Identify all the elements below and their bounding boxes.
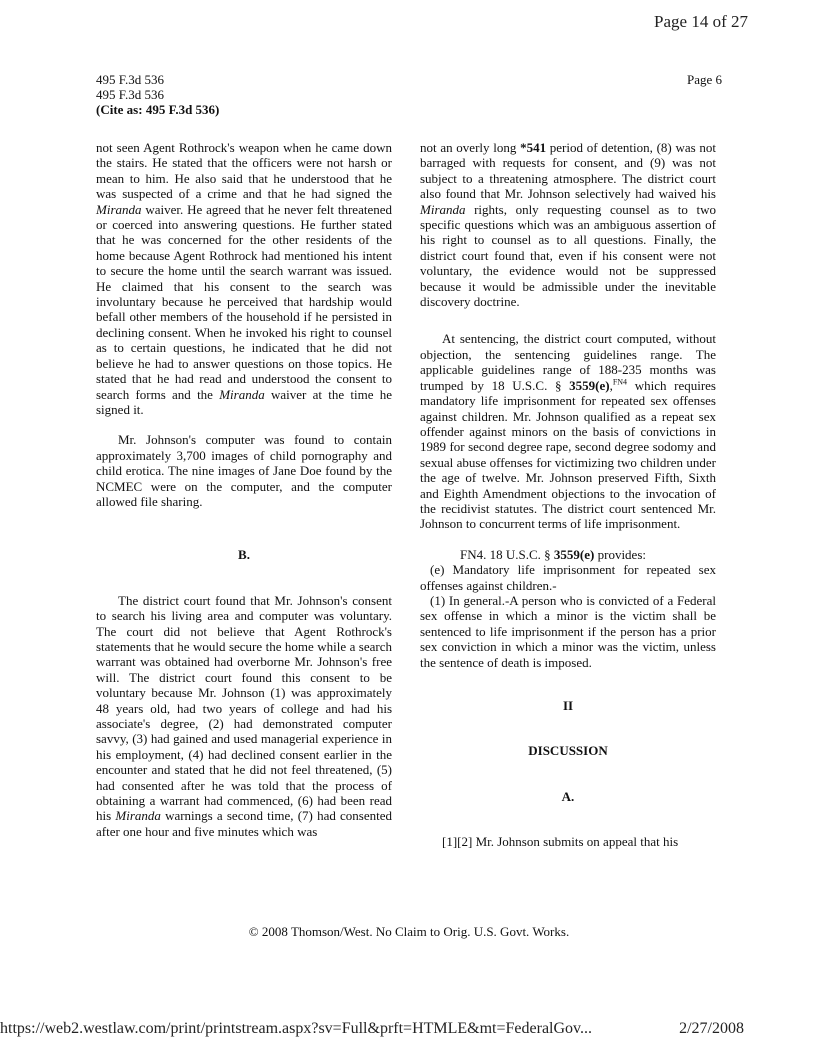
case-name: Miranda: [96, 201, 142, 217]
text-run: warnings a second time, (7) had consented after one hour and five minutes which was: [96, 808, 393, 839]
text-run: FN4. 18 U.S.C. §: [460, 546, 554, 562]
case-name: Miranda: [420, 201, 466, 217]
case-name: Miranda: [219, 386, 265, 402]
footnote-paragraph: (e) Mandatory life imprisonment for repeated sex offenses against children.-: [420, 562, 716, 593]
text-run: The district court found that Mr. Johnson's consent to search his living area and computer was voluntary. The court did not believe that Agent Rothrock's statements that he would secure the home while a search warrant was obtained had overborne Mr. Johnson's free will. The district court found this consent to be voluntary because Mr. Johnson (1) was approximately 48 years old, had two years of college and had his associate's degree, (2) had demonstrated computer savvy, (3) had gained and used managerial experience in his employment, (4) had declined consent earlier in the encounter and stated that he did not feel threatened, (5) had consented after he was told that the process of obtaining a warrant had commenced, (6) had been read his: [96, 592, 392, 824]
copyright-notice: © 2008 Thomson/West. No Claim to Orig. U.S. Govt. Works.: [248, 924, 570, 939]
print-date: 2/27/2008: [679, 1020, 744, 1037]
section-heading-b: B.: [238, 547, 250, 563]
text-run: period of detention, (8) was not barraged with requests for consent, and (9) was not subject to a threatening atmosphere. The district court also found that Mr. Johnson selectively had waived his: [420, 140, 716, 202]
citation-block: [96, 72, 219, 117]
paragraph: [420, 331, 716, 531]
section-heading-discussion: DISCUSSION: [528, 743, 608, 759]
paragraph: [1][2] Mr. Johnson submits on appeal that his: [442, 834, 679, 850]
footnote-label: [420, 547, 716, 562]
text-run: At sentencing, the district court computed, without objection, the sentencing guidelines range. The applicable guidelines range of 188-235 months was trumped by 18 U.S.C. §: [420, 331, 716, 393]
text-run: rights, only requesting counsel as to two specific questions which was an ambiguous assertion of his right to counsel as to all questions. Finally, the district court found that, even if his consent were not voluntary, the evidence would not be suppressed because it would be admissible under the inevitable discovery doctrine.: [420, 201, 716, 310]
right-column: [420, 140, 716, 850]
statute-ref: 3559(e): [569, 377, 610, 393]
print-url: https://web2.westlaw.com/print/printstream.aspx?sv=Full&prft=HTMLE&mt=FederalGov...: [0, 1020, 593, 1037]
citation-line: 495 F.3d 536: [96, 87, 164, 102]
text-run: which requires mandatory life imprisonment for repeated sex offenses against children. Mr. Johnson qualified as a repeat sex offender against minors on the basis of convictions in 1989 for second degree rape, second degree sodomy and sexual abuse offenses for victimizing two children under the age of twelve. Mr. Johnson preserved Fifth, Sixth and Eighth Amendment objections to the invocation of the recidivist statutes. The district court sentenced Mr. Johnson to concurrent terms of life imprisonment.: [420, 377, 716, 532]
text-run: waiver. He agreed that he never felt threatened or coerced into answering questions. He further stated that he was concerned for the other residents of the home because Agent Rothrock had mentioned his intent to secure the home until the search warrant was issued. He claimed that his consent to the search was involuntary because he perceived that hardship would befall other members of the household if he persisted in declining consent. When he invoked his right to counsel as to certain questions, he indicated that he did not believe he had to answer questions on those topics. He stated that he had read and understood the consent to search forms and the: [96, 201, 392, 402]
star-page: *541: [520, 140, 547, 155]
paragraph: [420, 140, 716, 309]
text-run: provides:: [594, 546, 646, 562]
footnote-ref[interactable]: FN4: [612, 377, 628, 387]
section-heading-ii: II: [562, 698, 574, 713]
text-run: ,: [609, 377, 613, 393]
text-run: not seen Agent Rothrock's weapon when he came down the stairs. He stated that the officers were not harsh or mean to him. He also said that he understood that he was suspected of a crime and that he had signed the: [96, 140, 392, 202]
citation-line: 495 F.3d 536: [96, 72, 164, 87]
statute-ref: 3559(e): [553, 546, 595, 562]
cite-as: (Cite as: 495 F.3d 536): [96, 102, 220, 117]
text-run: waiver at the time he signed it.: [96, 386, 392, 417]
page-counter: Page 14 of 27: [654, 12, 748, 31]
case-name: Miranda: [115, 808, 161, 824]
left-column: [96, 140, 392, 839]
text-run: not an overly long: [420, 140, 521, 155]
paragraph: [96, 593, 392, 840]
section-heading-a: A.: [561, 788, 575, 804]
footnote-paragraph: (1) In general.-A person who is convicted of a Federal sex offense in which a minor is the victim shall be sentenced to life imprisonment if the person has a prior sex conviction in which a minor was the victim, unless the sentence of death is imposed.: [420, 592, 716, 670]
paragraph: [96, 140, 392, 417]
paragraph: Mr. Johnson's computer was found to contain approximately 3,700 images of child pornography and child erotica. The nine images of Jane Doe found by the NCMEC were on the computer, and the computer allowed file sharing.: [96, 432, 392, 509]
page-label: Page 6: [686, 72, 722, 87]
